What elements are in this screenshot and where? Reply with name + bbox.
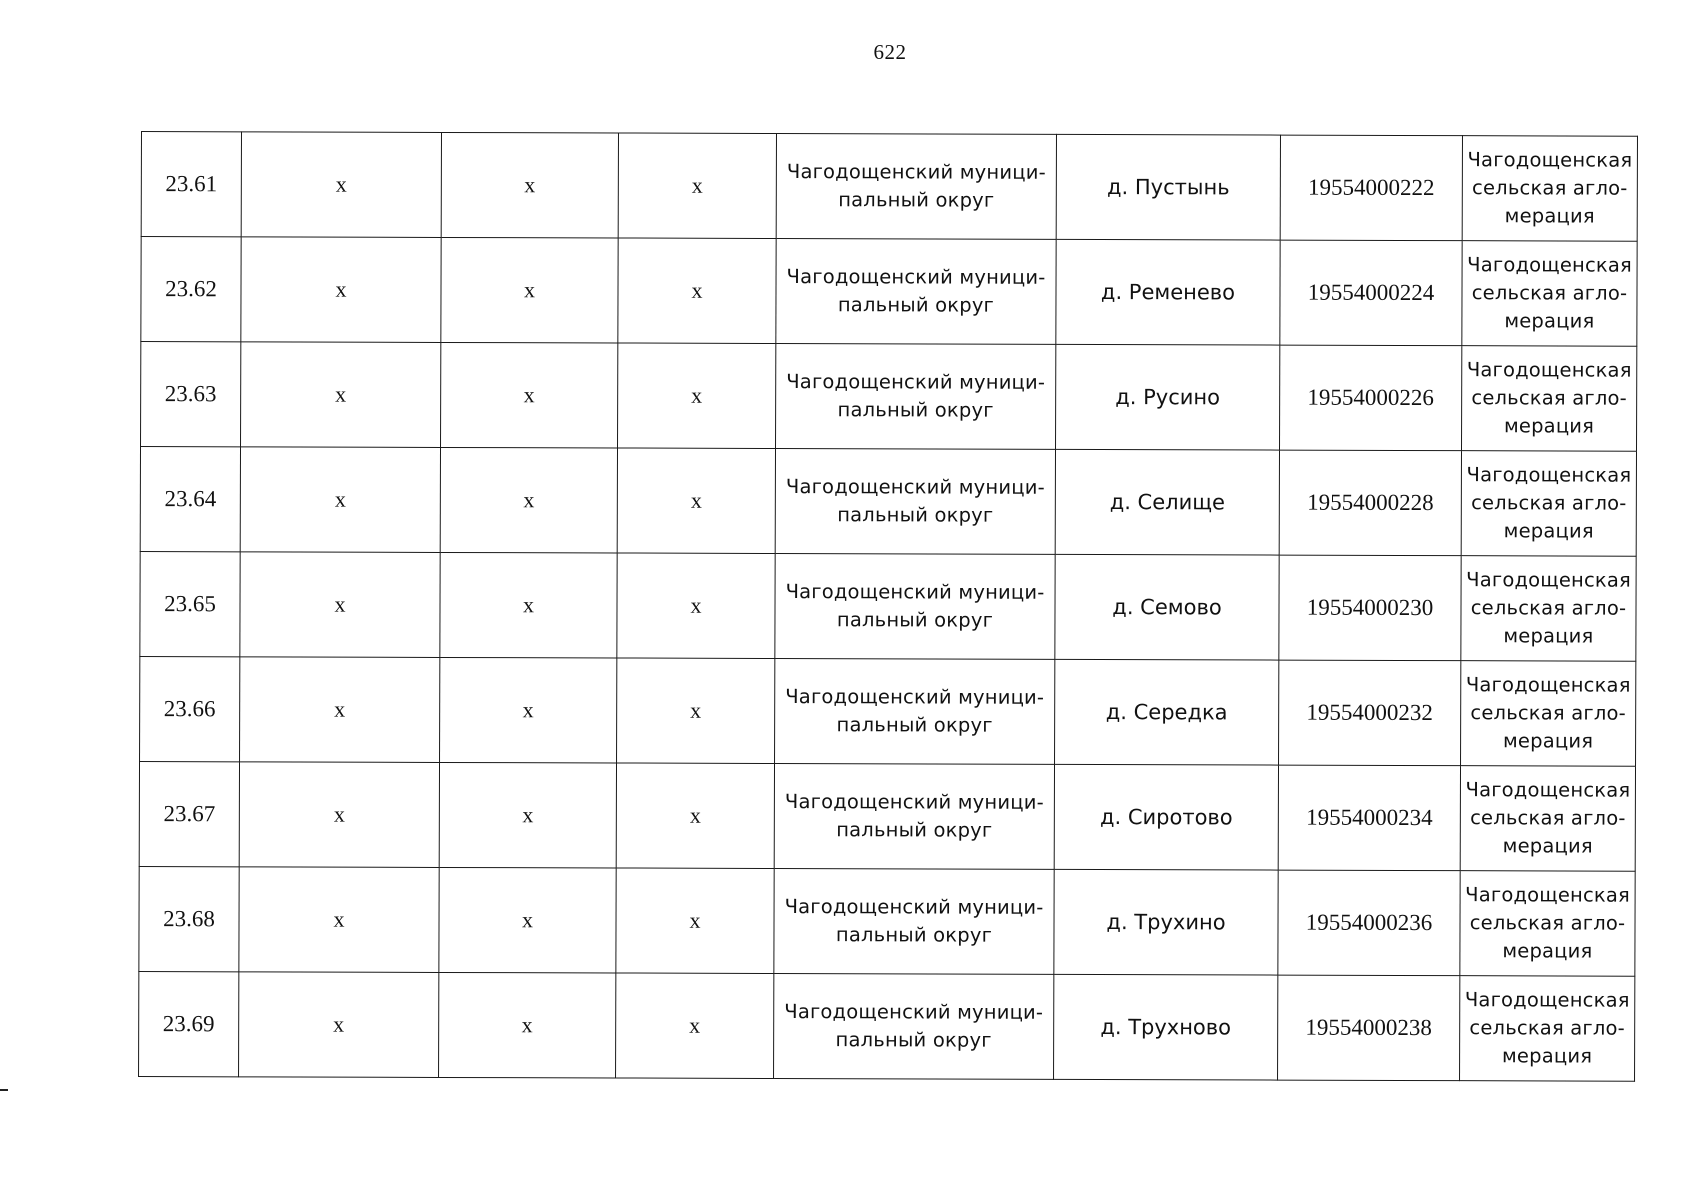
municipality-cell	[776, 238, 1056, 344]
agglomeration-cell-line: мерация	[1503, 414, 1595, 438]
oktmo-code-cell: 19554000222	[1280, 135, 1462, 241]
mark-cell: x	[240, 552, 440, 658]
settlement-cell: д. Пустынь	[1056, 134, 1280, 240]
oktmo-code-cell: 19554000232	[1279, 660, 1461, 766]
agglomeration-cell-line: Чагодощенская	[1465, 673, 1631, 697]
mark-cell: x	[618, 343, 776, 448]
mark-cell: x	[618, 133, 776, 238]
agglomeration-cell-line: сельская агло-	[1470, 806, 1626, 830]
municipality-cell-line: пальный округ	[836, 818, 993, 842]
mark-cell: x	[617, 658, 775, 763]
municipality-cell-line: Чагодощенский муници-	[785, 580, 1045, 604]
table-row	[140, 656, 1636, 766]
row-number-cell: 23.61	[141, 132, 241, 237]
settlement-cell: д. Селище	[1055, 449, 1279, 555]
mark-cell: x	[439, 972, 616, 1078]
oktmo-code-cell: 19554000238	[1278, 975, 1460, 1081]
row-number-cell: 23.64	[140, 447, 240, 552]
municipality-cell	[775, 448, 1055, 554]
municipality-cell-line: Чагодощенский муници-	[786, 160, 1046, 184]
row-number-cell: 23.62	[141, 237, 241, 342]
settlement-cell: д. Семово	[1055, 554, 1279, 660]
municipality-cell-line: Чагодощенский муници-	[784, 790, 1044, 814]
mark-cell: x	[240, 447, 440, 553]
table-row	[141, 237, 1637, 347]
agglomeration-cell-line: сельская агло-	[1469, 911, 1626, 935]
mark-cell: x	[239, 867, 439, 973]
agglomeration-cell-line: мерация	[1504, 309, 1595, 333]
municipality-cell	[776, 133, 1056, 239]
agglomeration-cell-line: сельская агло-	[1471, 491, 1627, 515]
agglomeration-cell-line: Чагодощенская	[1466, 463, 1632, 487]
agglomeration-cell-line: сельская агло-	[1470, 701, 1626, 725]
settlement-cell: д. Сиротово	[1054, 764, 1278, 870]
mark-cell: x	[618, 238, 776, 343]
agglomeration-cell	[1462, 241, 1637, 347]
row-number-cell: 23.67	[139, 761, 239, 866]
settlement-cell: д. Середка	[1055, 659, 1279, 765]
table-row	[140, 551, 1636, 661]
oktmo-code-cell: 19554000236	[1278, 870, 1460, 976]
municipality-cell-line: пальный округ	[835, 1028, 992, 1052]
settlements-table	[138, 131, 1638, 1082]
mark-cell: x	[440, 657, 617, 763]
municipality-cell-line: пальный округ	[838, 188, 995, 212]
agglomeration-cell-line: сельская агло-	[1472, 176, 1628, 200]
row-number-cell: 23.69	[139, 971, 239, 1076]
table-row	[139, 761, 1635, 871]
mark-cell: x	[239, 762, 439, 868]
agglomeration-cell	[1460, 766, 1635, 872]
municipality-cell	[774, 973, 1054, 1079]
mark-cell: x	[241, 132, 441, 238]
mark-cell: x	[241, 237, 441, 343]
agglomeration-cell-line: Чагодощенская	[1466, 568, 1632, 592]
mark-cell: x	[439, 867, 616, 973]
mark-cell: x	[239, 972, 439, 1078]
oktmo-code-cell: 19554000228	[1279, 450, 1461, 556]
agglomeration-cell-line: Чагодощенская	[1466, 358, 1632, 382]
agglomeration-cell-line: мерация	[1504, 204, 1595, 228]
agglomeration-cell	[1462, 346, 1637, 452]
mark-cell: x	[440, 447, 617, 553]
mark-cell: x	[616, 868, 774, 973]
page-number: 622	[873, 40, 907, 64]
municipality-cell-line: Чагодощенский муници-	[786, 265, 1046, 289]
agglomeration-cell-line: Чагодощенская	[1465, 778, 1631, 802]
agglomeration-cell	[1461, 556, 1636, 662]
table-row	[141, 132, 1637, 242]
table-body	[139, 132, 1638, 1082]
mark-cell: x	[617, 553, 775, 658]
municipality-cell-line: пальный округ	[835, 923, 993, 947]
oktmo-code-cell: 19554000230	[1279, 555, 1461, 661]
agglomeration-cell-line: мерация	[1502, 939, 1593, 963]
row-number-cell: 23.63	[141, 342, 241, 447]
agglomeration-cell	[1461, 661, 1636, 767]
municipality-cell-line: Чагодощенский муници-	[784, 1000, 1044, 1024]
agglomeration-cell-line: Чагодощенская	[1467, 253, 1633, 277]
municipality-cell	[774, 763, 1054, 869]
mark-cell: x	[240, 657, 440, 763]
table-row	[139, 971, 1635, 1081]
settlement-cell: д. Трухино	[1054, 869, 1278, 975]
row-number-cell: 23.68	[139, 866, 239, 971]
municipality-cell-line: Чагодощенский муници-	[785, 475, 1045, 499]
agglomeration-cell-line: Чагодощенская	[1465, 883, 1631, 907]
municipality-cell	[776, 343, 1056, 449]
agglomeration-cell-line: мерация	[1502, 834, 1593, 858]
agglomeration-cell-line: мерация	[1502, 729, 1594, 753]
municipality-cell	[775, 658, 1055, 764]
municipality-cell-line: Чагодощенский муници-	[786, 370, 1046, 394]
municipality-cell-line: пальный округ	[836, 608, 994, 632]
mark-cell: x	[441, 132, 618, 238]
agglomeration-cell-line: сельская агло-	[1471, 386, 1627, 410]
mark-cell: x	[439, 762, 616, 868]
agglomeration-cell	[1460, 976, 1635, 1082]
agglomeration-cell-line: мерация	[1502, 1044, 1593, 1068]
agglomeration-cell-line: мерация	[1503, 624, 1594, 648]
municipality-cell-line: Чагодощенский муници-	[784, 895, 1044, 919]
municipality-cell-line: Чагодощенский муници-	[785, 685, 1045, 709]
row-number-cell: 23.66	[140, 656, 240, 761]
municipality-cell-line: пальный округ	[837, 293, 995, 317]
municipality-cell	[775, 553, 1055, 659]
agglomeration-cell-line: Чагодощенская	[1467, 148, 1633, 172]
mark-cell: x	[440, 552, 617, 658]
oktmo-code-cell: 19554000226	[1280, 345, 1462, 451]
agglomeration-cell-line: Чагодощенская	[1464, 988, 1630, 1012]
settlement-cell: д. Ременево	[1056, 239, 1280, 345]
agglomeration-cell	[1460, 871, 1635, 977]
row-number-cell: 23.65	[140, 551, 240, 656]
agglomeration-cell-line: сельская агло-	[1470, 596, 1627, 620]
mark-cell: x	[616, 763, 774, 868]
settlement-cell: д. Трухново	[1054, 974, 1278, 1080]
municipality-cell-line: пальный округ	[837, 503, 994, 527]
mark-cell: x	[441, 342, 618, 448]
municipality-cell-line: пальный округ	[837, 398, 994, 422]
agglomeration-cell	[1461, 451, 1636, 557]
mark-cell: x	[617, 448, 775, 553]
agglomeration-cell	[1462, 136, 1637, 242]
agglomeration-cell-line: сельская агло-	[1469, 1016, 1625, 1040]
municipality-cell-line: пальный округ	[836, 713, 993, 737]
table-row	[140, 447, 1636, 557]
municipality-cell	[774, 868, 1054, 974]
mark-cell: x	[241, 342, 441, 448]
margin-mark	[0, 1089, 8, 1091]
mark-cell: x	[616, 973, 774, 1078]
oktmo-code-cell: 19554000234	[1278, 765, 1460, 871]
oktmo-code-cell: 19554000224	[1280, 240, 1462, 346]
agglomeration-cell-line: сельская агло-	[1471, 281, 1628, 305]
mark-cell: x	[441, 237, 618, 343]
table-row	[141, 342, 1637, 452]
agglomeration-cell-line: мерация	[1503, 519, 1594, 543]
table-row	[139, 866, 1635, 976]
settlement-cell: д. Русино	[1056, 344, 1280, 450]
